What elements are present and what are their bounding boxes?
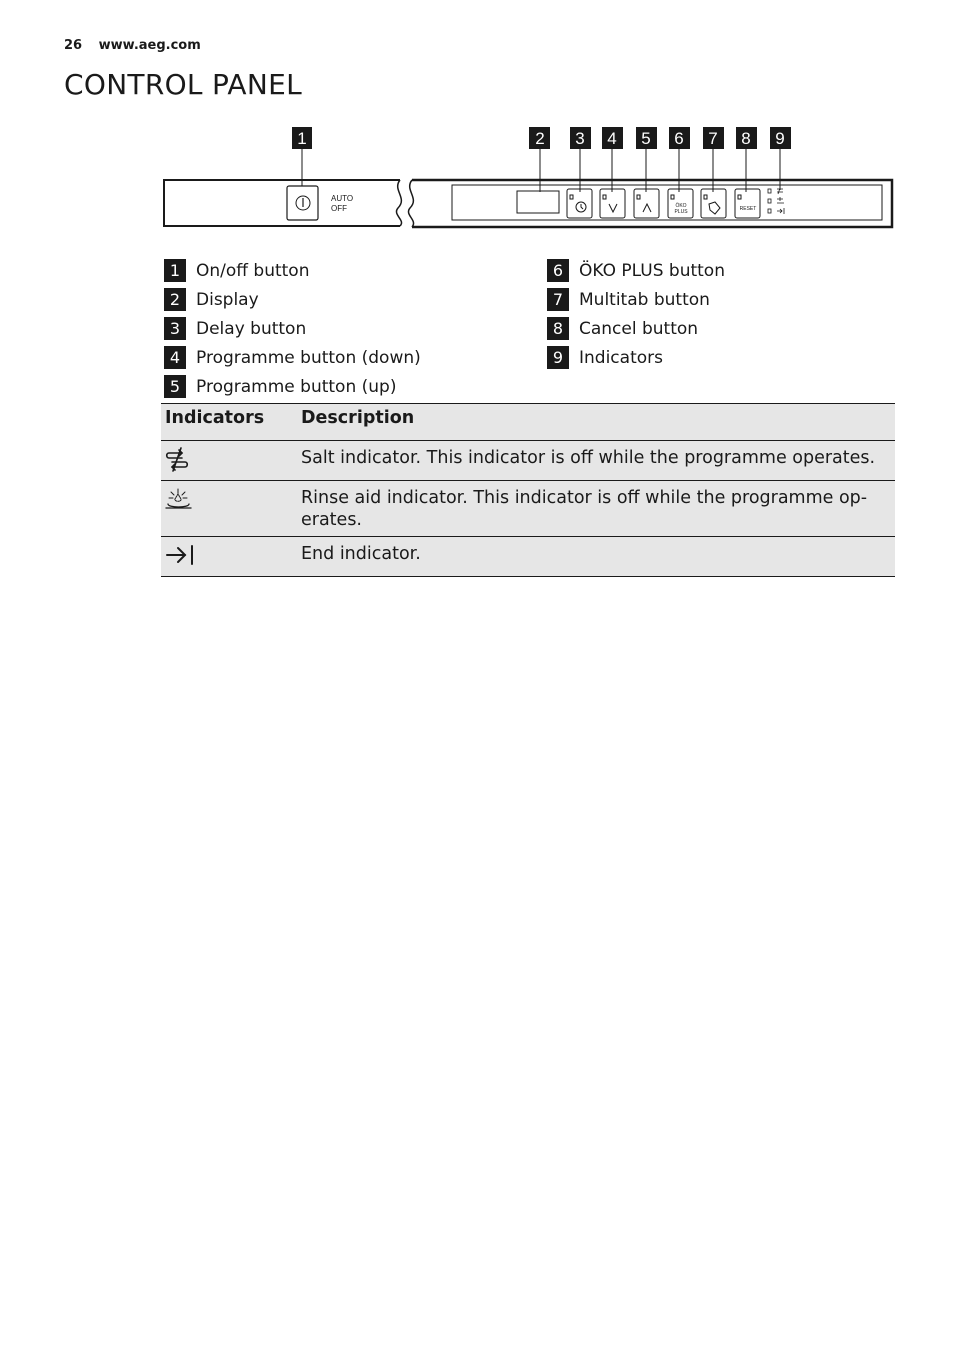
- callout-8: [736, 127, 757, 149]
- end-indicator-description: End indicator.: [297, 537, 895, 577]
- svg-text:2: 2: [535, 129, 545, 148]
- reset-label: RESET: [739, 206, 757, 212]
- multitab-button-diagram: [701, 189, 726, 218]
- svg-text:8: 8: [741, 129, 751, 148]
- callout-7: [703, 127, 724, 149]
- website-url: www.aeg.com: [98, 38, 201, 53]
- control-panel-diagram: [160, 120, 896, 240]
- callout-3: [570, 127, 591, 149]
- legend-item: [164, 285, 421, 314]
- svg-text:7: 7: [708, 129, 718, 148]
- legend-label: ÖKO PLUS button: [579, 260, 725, 281]
- display-diagram: [517, 191, 559, 213]
- callout-6: [669, 127, 690, 149]
- panel-left-section: [164, 180, 400, 226]
- legend-number: 3: [164, 317, 186, 340]
- legend-number: 1: [164, 259, 186, 282]
- auto-label: AUTO: [331, 194, 354, 203]
- delay-button-diagram: [567, 189, 592, 218]
- rinse-aid-indicator-icon: [165, 487, 193, 511]
- legend-label: Cancel button: [579, 318, 699, 339]
- salt-indicator-description: Salt indicator. This indicator is off while the programme operates.: [297, 441, 895, 481]
- legend-label: Indicators: [579, 347, 663, 368]
- legend-right-column: [547, 256, 725, 372]
- callout-9: [770, 127, 791, 149]
- on-off-button-diagram: [287, 186, 318, 220]
- legend-item: [164, 372, 421, 401]
- callout-4: [602, 127, 623, 149]
- svg-text:9: 9: [775, 129, 785, 148]
- legend-label: Programme button (up): [196, 376, 397, 397]
- table-row: [161, 481, 895, 537]
- legend-label: Display: [196, 289, 259, 310]
- legend-item: [547, 314, 725, 343]
- oko-label: ÖKO: [675, 203, 687, 209]
- callout-5: [636, 127, 657, 149]
- column-header-description: Description: [297, 404, 895, 441]
- svg-text:5: 5: [641, 129, 651, 148]
- plus-label: PLUS: [674, 209, 688, 215]
- legend-item: [547, 256, 725, 285]
- rinse-aid-indicator-description: Rinse aid indicator. This indicator is off while the programme op-erates.: [297, 481, 895, 537]
- legend-left-column: [164, 256, 421, 401]
- svg-text:4: 4: [607, 129, 617, 148]
- svg-text:6: 6: [674, 129, 684, 148]
- programme-down-button-diagram: [600, 189, 625, 218]
- legend-item: [164, 314, 421, 343]
- legend-label: On/off button: [196, 260, 310, 281]
- legend-number: 7: [547, 288, 569, 311]
- legend-label: Programme button (down): [196, 347, 421, 368]
- page-title: CONTROL PANEL: [64, 68, 303, 101]
- legend-item: [164, 256, 421, 285]
- table-header-row: [161, 404, 895, 441]
- page-header: [64, 38, 201, 53]
- legend-item: [547, 285, 725, 314]
- legend-item: [547, 343, 725, 372]
- legend-number: 9: [547, 346, 569, 369]
- programme-up-button-diagram: [634, 189, 659, 218]
- salt-indicator-icon: [165, 447, 189, 473]
- end-indicator-icon: [165, 543, 195, 567]
- table-row: [161, 441, 895, 481]
- legend-item: [164, 343, 421, 372]
- indicators-diagram: [768, 188, 784, 214]
- column-header-indicators: Indicators: [161, 404, 297, 441]
- svg-text:1: 1: [297, 129, 307, 148]
- callout-1: [292, 127, 312, 149]
- legend-label: Multitab button: [579, 289, 710, 310]
- off-label: OFF: [331, 204, 347, 213]
- page-number: 26: [64, 38, 83, 53]
- legend-label: Delay button: [196, 318, 307, 339]
- panel-right-section: [412, 180, 892, 227]
- legend-number: 5: [164, 375, 186, 398]
- legend-number: 2: [164, 288, 186, 311]
- indicators-table: [161, 403, 895, 577]
- panel-break-marks: [396, 180, 413, 227]
- legend-number: 6: [547, 259, 569, 282]
- table-row: [161, 537, 895, 577]
- legend-number: 4: [164, 346, 186, 369]
- cancel-button-diagram: [735, 189, 760, 218]
- legend-number: 8: [547, 317, 569, 340]
- svg-text:3: 3: [575, 129, 585, 148]
- callout-2: [529, 127, 550, 149]
